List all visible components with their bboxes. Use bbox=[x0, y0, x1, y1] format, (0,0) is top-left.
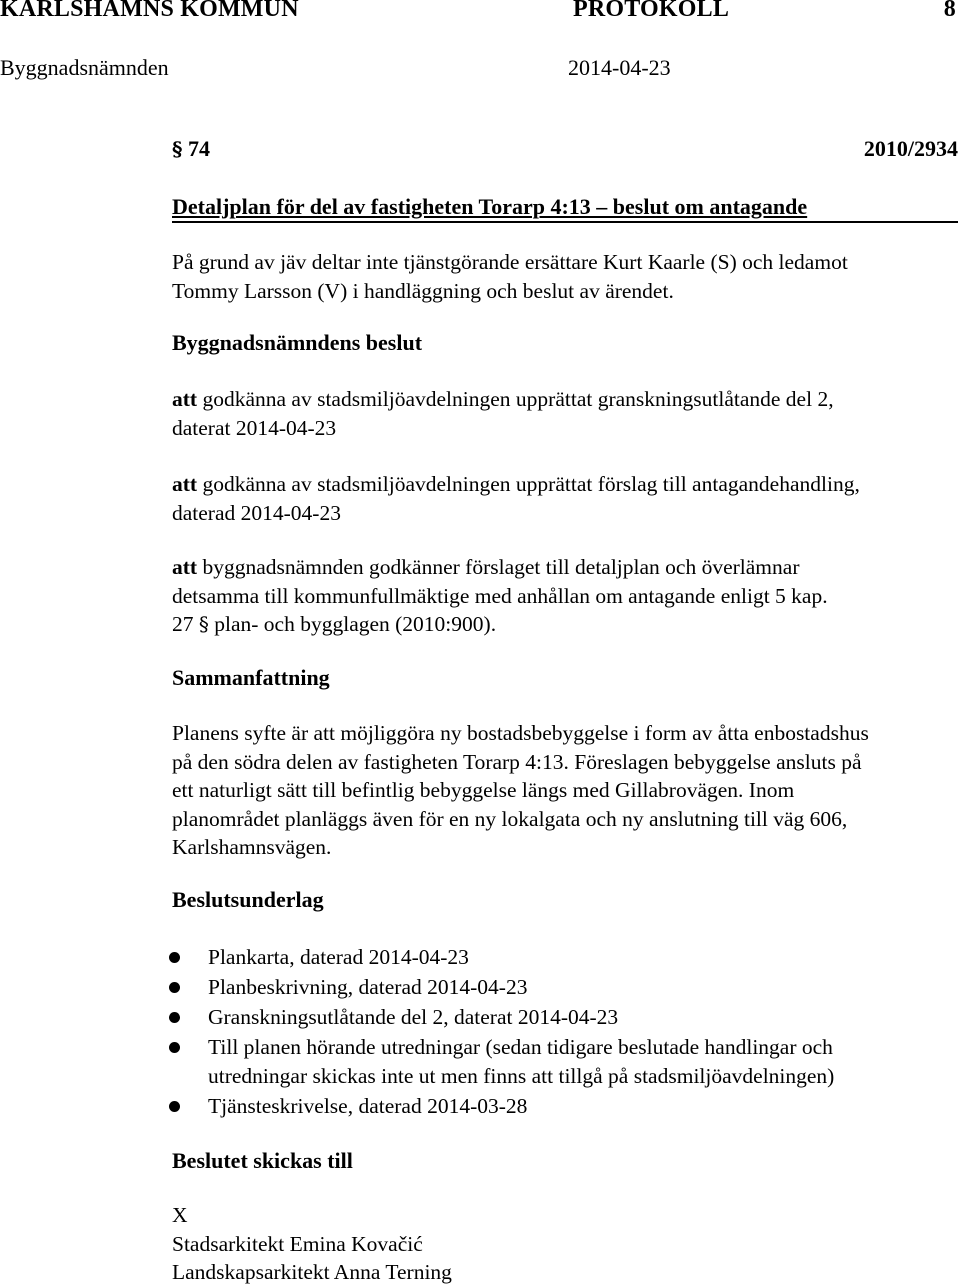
decision-item: att godkänna av stadsmiljöavdelningen upprättat granskningsutlåtande del 2, daterat 2014-04-23 bbox=[172, 387, 834, 440]
decision-item: att godkänna av stadsmiljöavdelningen upprättat förslag till antagandehandling, daterad 2014-04-23 bbox=[172, 472, 860, 525]
list-item: Plankarta, daterad 2014-04-23 bbox=[172, 943, 958, 972]
bullet-icon bbox=[169, 1012, 180, 1023]
list-item: Planbeskrivning, daterad 2014-04-23 bbox=[172, 973, 958, 1002]
distribution-mark: X bbox=[172, 1203, 188, 1227]
committee-name: Byggnadsnämnden bbox=[0, 55, 169, 80]
decision-item: att byggnadsnämnden godkänner förslaget till detaljplan och överlämnar detsamma till kommunfullmäktige med anhållan om antagande enligt 5 kap. 27 § plan- och bygglagen (2010:900). bbox=[172, 555, 828, 636]
bullet-icon bbox=[169, 1101, 180, 1112]
bullet-icon bbox=[169, 982, 180, 993]
page-header bbox=[0, 0, 956, 23]
distribution-heading: Beslutet skickas till bbox=[172, 1148, 353, 1173]
list-item: Till planen hörande utredningar (sedan tidigare beslutade handlingar och utredningar skickas inte ut men finns att tillgå på stadsmiljöavdelningen) bbox=[172, 1033, 958, 1090]
meeting-date: 2014-04-23 bbox=[568, 55, 671, 80]
recipient: Landskapsarkitekt Anna Terning bbox=[172, 1260, 452, 1284]
bullet-icon bbox=[169, 1042, 180, 1053]
distribution-list bbox=[172, 1201, 958, 1287]
basis-heading: Beslutsunderlag bbox=[172, 887, 324, 912]
bullet-icon bbox=[169, 952, 180, 963]
case-number: 2010/2934 bbox=[863, 136, 958, 161]
basis-list bbox=[172, 943, 958, 1122]
page-number: 8 bbox=[943, 0, 956, 22]
recipient: Stadsarkitekt Emina Kovačić bbox=[172, 1231, 423, 1256]
decision-heading: Byggnadsnämndens beslut bbox=[172, 330, 423, 355]
page-subheader bbox=[0, 55, 956, 81]
list-item: Granskningsutlåtande del 2, daterat 2014-04-23 bbox=[172, 1003, 958, 1032]
intro-text: På grund av jäv deltar inte tjänstgörande ersättare Kurt Kaarle (S) och ledamot Tommy Larsson (V) i handläggning och beslut av ärendet. bbox=[172, 250, 848, 303]
doc-type: PROTOKOLL bbox=[573, 0, 730, 22]
paragraph-title: Detaljplan för del av fastigheten Torarp 4:13 – beslut om antagande bbox=[172, 193, 958, 223]
paragraph-number: § 74 bbox=[172, 136, 210, 161]
org-name: KARLSHAMNS KOMMUN bbox=[0, 0, 299, 22]
summary-heading: Sammanfattning bbox=[172, 665, 330, 690]
summary-text: Planens syfte är att möjliggöra ny bostadsbebyggelse i form av åtta enbostadshus på den södra delen av fastigheten Torarp 4:13. Föreslagen bebyggelse ansluts på ett naturligt sätt till befintlig bebyggelse längs med Gillabrovägen. Inom planområdet planläggs även för en ny lokalgata och ny anslutning till väg 606, Karlshamnsvägen. bbox=[172, 721, 869, 859]
list-item: Tjänsteskrivelse, daterad 2014-03-28 bbox=[172, 1092, 958, 1121]
paragraph-number-row bbox=[172, 135, 958, 164]
